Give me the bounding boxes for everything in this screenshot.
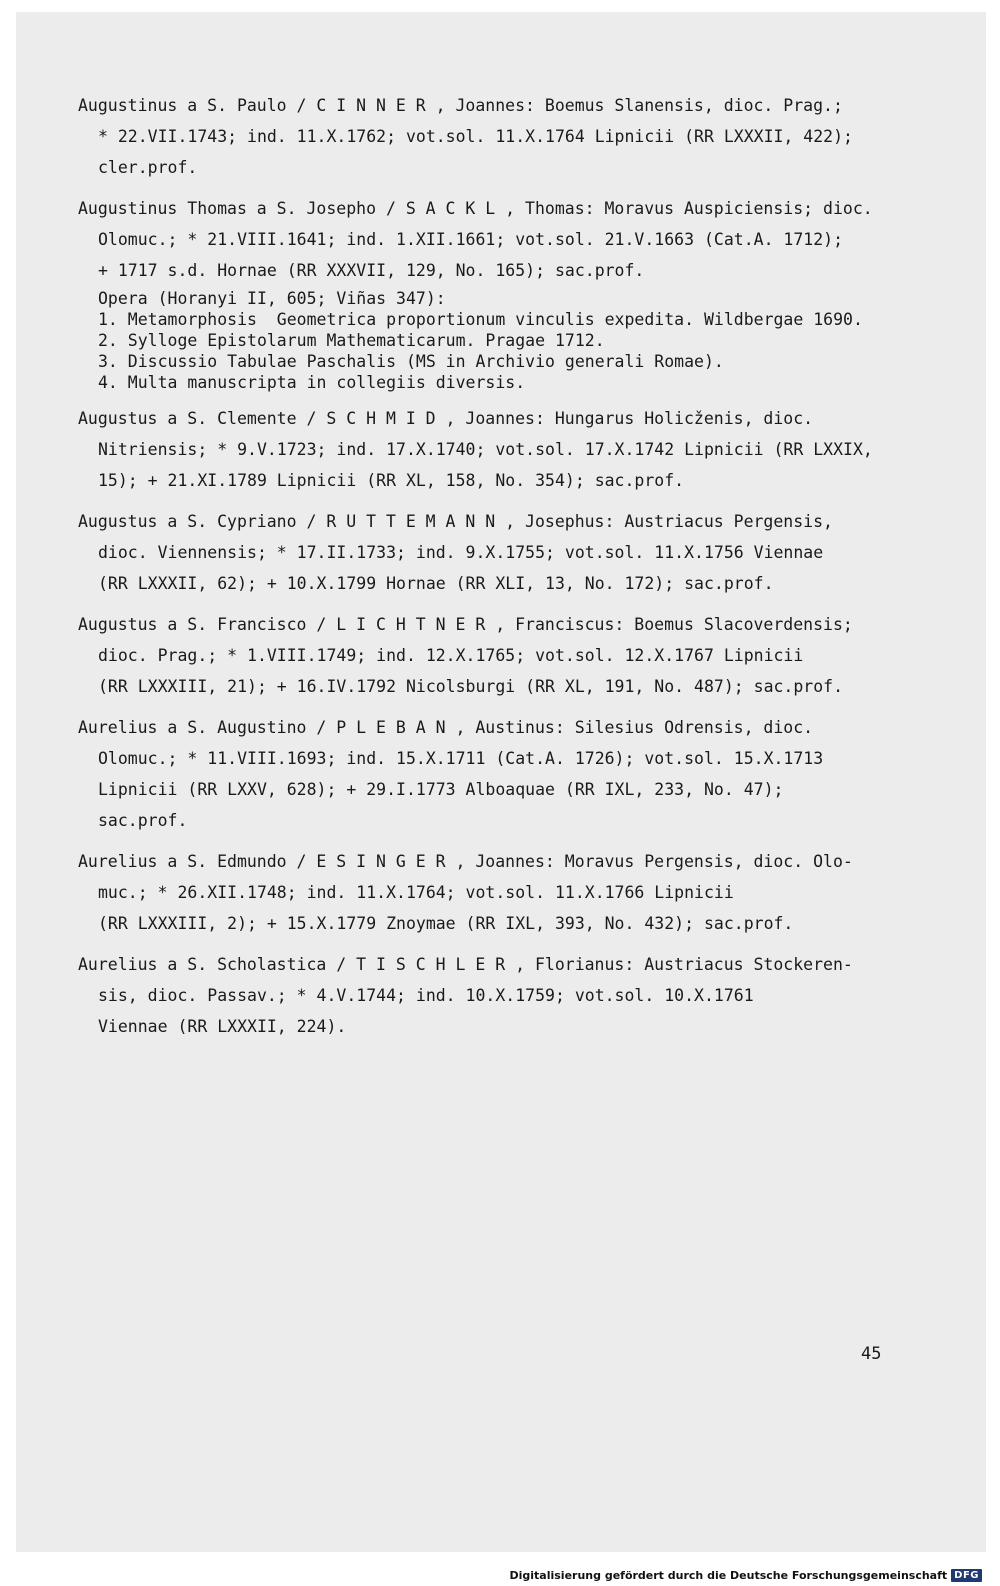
entry-line: (RR LXXXIII, 21); + 16.IV.1792 Nicolsburgi (RR XL, 191, No. 487); sac.prof. [98, 677, 844, 696]
entry-line: Nitriensis; * 9.V.1723; ind. 17.X.1740; vot.sol. 17.X.1742 Lipnicii (RR LXXIX, [98, 440, 873, 459]
entry-line: * 22.VII.1743; ind. 11.X.1762; vot.sol. 11.X.1764 Lipnicii (RR LXXXII, 422); [98, 127, 853, 146]
entry-sackl [78, 193, 918, 393]
opera-heading: Opera (Horanyi II, 605; Viñas 347): [98, 289, 446, 308]
entry-line: Aurelius a S. Edmundo / E S I N G E R , Joannes: Moravus Pergensis, dioc. Olo- [78, 852, 853, 871]
entry-line: (RR LXXXII, 62); + 10.X.1799 Hornae (RR XLI, 13, No. 172); sac.prof. [98, 574, 774, 593]
entry-ruttemann [78, 506, 918, 599]
entry-line: dioc. Prag.; * 1.VIII.1749; ind. 12.X.1765; vot.sol. 12.X.1767 Lipnicii [98, 646, 804, 665]
entry-cinner [78, 90, 918, 183]
entry-esinger [78, 846, 918, 939]
entry-line: sis, dioc. Passav.; * 4.V.1744; ind. 10.X.1759; vot.sol. 10.X.1761 [98, 986, 754, 1005]
entry-line: (RR LXXXIII, 2); + 15.X.1779 Znoymae (RR IXL, 393, No. 432); sac.prof. [98, 914, 794, 933]
opera-item: 1. Metamorphosis Geometrica proportionum vinculis expedita. Wildbergae 1690. [98, 310, 863, 329]
entry-lichtner [78, 609, 918, 702]
entry-line: Augustus a S. Clemente / S C H M I D , Joannes: Hungarus Holicženis, dioc. [78, 409, 814, 428]
entry-line: muc.; * 26.XII.1748; ind. 11.X.1764; vot.sol. 11.X.1766 Lipnicii [98, 883, 734, 902]
entry-pleban [78, 712, 918, 836]
entry-line: Lipnicii (RR LXXV, 628); + 29.I.1773 Alboaquae (RR IXL, 233, No. 47); [98, 780, 784, 799]
opera-item: 3. Discussio Tabulae Paschalis (MS in Archivio generali Romae). [98, 352, 724, 371]
entry-line: Viennae (RR LXXXII, 224). [98, 1017, 347, 1036]
entry-tischler [78, 949, 918, 1042]
opera-item: 2. Sylloge Epistolarum Mathematicarum. Pragae 1712. [98, 331, 605, 350]
entry-line: Augustinus Thomas a S. Josepho / S A C K L , Thomas: Moravus Auspiciensis; dioc. [78, 199, 873, 218]
entry-line: cler.prof. [98, 158, 198, 177]
entry-line: 15); + 21.XI.1789 Lipnicii (RR XL, 158, No. 354); sac.prof. [98, 471, 685, 490]
dfg-logo: DFG [951, 1569, 982, 1582]
entry-line: Augustinus a S. Paulo / C I N N E R , Joannes: Boemus Slanensis, dioc. Prag.; [78, 96, 843, 115]
entry-line: Aurelius a S. Scholastica / T I S C H L E R , Florianus: Austriacus Stockeren- [78, 955, 853, 974]
opera-item: 4. Multa manuscripta in collegiis diversis. [98, 373, 526, 392]
entry-line: dioc. Viennensis; * 17.II.1733; ind. 9.X.1755; vot.sol. 11.X.1756 Viennae [98, 543, 824, 562]
scanned-page [16, 12, 986, 1552]
document-body [78, 90, 918, 1052]
entry-schmid [78, 403, 918, 496]
entry-line: + 1717 s.d. Hornae (RR XXXVII, 129, No. 165); sac.prof. [98, 261, 645, 280]
entry-line: Olomuc.; * 11.VIII.1693; ind. 15.X.1711 (Cat.A. 1726); vot.sol. 15.X.1713 [98, 749, 824, 768]
page-number: 45 [861, 1344, 882, 1364]
funding-footer [509, 1569, 982, 1582]
entry-line: Aurelius a S. Augustino / P L E B A N , Austinus: Silesius Odrensis, dioc. [78, 718, 814, 737]
entry-line: sac.prof. [98, 811, 188, 830]
footer-text: Digitalisierung gefördert durch die Deutsche Forschungsgemeinschaft [509, 1569, 948, 1582]
entry-line: Augustus a S. Cypriano / R U T T E M A N N , Josephus: Austriacus Pergensis, [78, 512, 833, 531]
entry-line: Olomuc.; * 21.VIII.1641; ind. 1.XII.1661; vot.sol. 21.V.1663 (Cat.A. 1712); [98, 230, 844, 249]
entry-line: Augustus a S. Francisco / L I C H T N E R , Franciscus: Boemus Slacoverdensis; [78, 615, 853, 634]
